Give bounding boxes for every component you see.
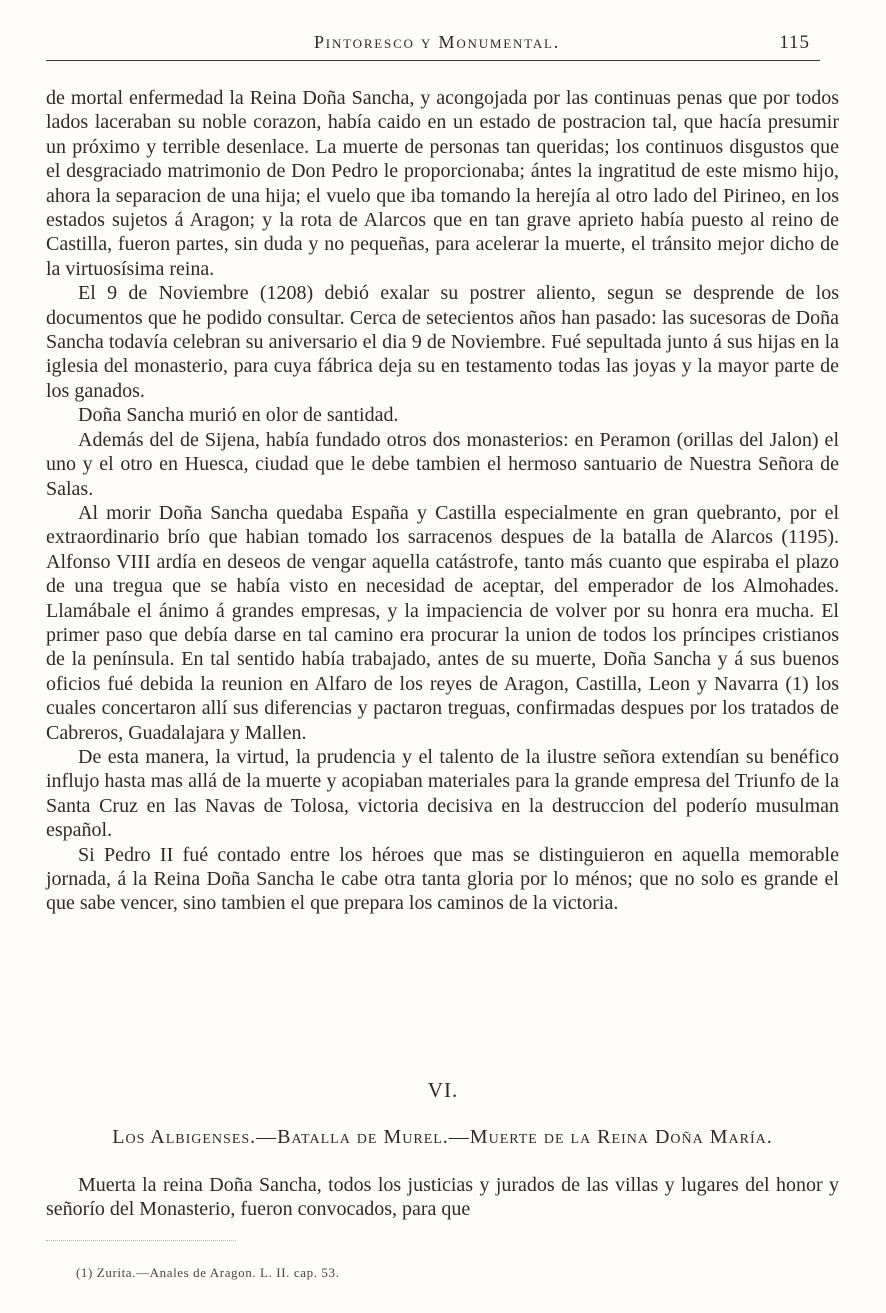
- section-title: Los Albigenses.—Batalla de Murel.—Muerte de la Reina Doña María.: [112, 1126, 773, 1148]
- paragraph: Si Pedro II fué contado entre los héroes que mas se distinguieron en aquella memorable jornada, á la Reina Doña Sancha le cabe otra tanta gloria por lo ménos; que no solo es grande el que sabe vencer, sino tambien el que prepara los caminos de la victoria.: [46, 843, 839, 915]
- body-text: [46, 86, 839, 916]
- page-header: [46, 30, 820, 61]
- page-number: 115: [779, 32, 810, 53]
- paragraph: Al morir Doña Sancha quedaba España y Castilla especialmente en gran quebranto, por el extraordinario brío que habian tomado los sarracenos despues de la batalla de Alarcos (1195). Alfonso VIII ardía en deseos de vengar aquella catástrofe, tanto más cuanto que espiraba el plazo de una tregua que se había visto en necesidad de aceptar, del emperador de los Almohades. Llamábale el ánimo á grandes empresas, y la impaciencia de volver por su honra era mucha. El primer paso que debía darse en tal camino era procurar la union de todos los príncipes cristianos de la península. En tal sentido había trabajado, antes de su muerte, Doña Sancha y á sus buenos oficios fué debida la reunion en Alfaro de los reyes de Aragon, Castilla, Leon y Navarra (1) los cuales concertaron allí sus diferencias y pactaron treguas, confirmadas despues por los tratados de Cabreros, Guadalajara y Mallen.: [46, 501, 839, 744]
- paragraph: de mortal enfermedad la Reina Doña Sancha, y acongojada por las continuas penas que por todos lados laceraban su noble corazon, había caido en un estado de postracion tal, que hacía presumir un próximo y terrible desenlace. La muerte de personas tan queridas; los continuos disgustos que el desgraciado matrimonio de Don Pedro le proporcionaba; ántes la ingratitud de este mismo hijo, ahora la separacion de una hija; el vuelo que iba tomando la herejía al otro lado del Pirineo, en los estados sujetos á Aragon; y la rota de Alarcos que en tan grave aprieto había puesto al reino de Castilla, fueron partes, sin duda y no pequeñas, para acelerar la muerte, el tránsito mejor dicho de la virtuosísima reina.: [46, 87, 839, 280]
- paragraph: Muerta la reina Doña Sancha, todos los justicias y jurados de las villas y lugares del honor y señorío del Monasterio, fueron convocados, para que: [46, 1174, 839, 1221]
- running-title: Pintoresco y Monumental.: [314, 32, 561, 52]
- paragraph: Doña Sancha murió en olor de santidad.: [78, 404, 399, 427]
- section-body: [46, 1173, 839, 1222]
- paragraph: Además del de Sijena, había fundado otros dos monasterios: en Peramon (orillas del Jalon) el uno y el otro en Huesca, ciudad que le debe tambien el hermoso santuario de Nuestra Señora de Salas.: [46, 428, 839, 500]
- footnote-divider: [46, 1240, 236, 1241]
- paragraph: El 9 de Noviembre (1208) debió exalar su postrer aliento, segun se desprende de los documentos que he podido consultar. Cerca de setecientos años han pasado: las sucesoras de Doña Sancha todavía celebran su aniversario el dia 9 de Noviembre. Fué sepultada junto á sus hijas en la iglesia del monasterio, para cuya fábrica deja su en testamento todas las joyas y la mayor parte de los ganados.: [46, 282, 839, 402]
- section-number: VI.: [427, 1078, 459, 1102]
- footnote: (1) Zurita.—Anales de Aragon. L. II. cap. 53.: [76, 1265, 340, 1280]
- paragraph: De esta manera, la virtud, la prudencia y el talento de la ilustre señora extendían su benéfico influjo hasta mas allá de la muerte y acopiaban materiales para la grande empresa del Triunfo de la Santa Cruz en las Navas de Tolosa, victoria decisiva en la destruccion del poderío musulman español.: [46, 745, 839, 842]
